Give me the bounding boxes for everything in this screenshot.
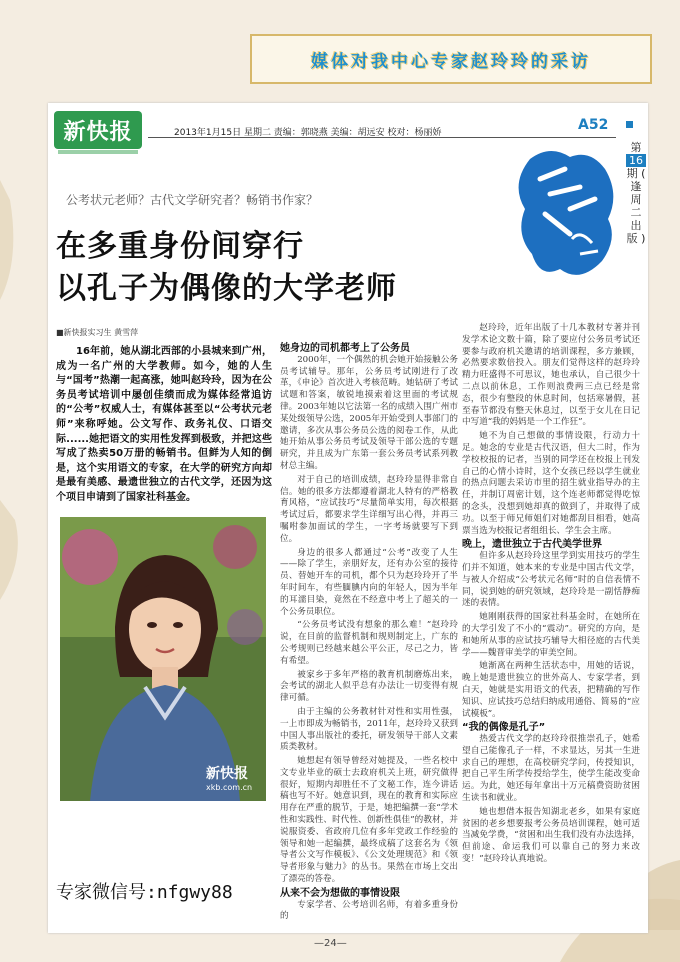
top-banner: [250, 34, 652, 84]
paragraph: 对于自己的培训成绩，赵玲玲显得非常自信。她的很多方法都遵着湖北人特有的严格教育风格，“应试技巧”尽量简单实用，每次根据考试过后，都要求学生详细写出心得，并再三嘱咐参加面试的学生，一字考场就要写下到位。: [280, 474, 458, 544]
newspaper-page: [48, 103, 648, 933]
headline-line1: 在多重身份间穿行: [56, 229, 304, 264]
subheading-3: 晚上，遗世独立于古代美学世界: [462, 539, 602, 551]
paragraph: 专家学者、公考培训名师，有着多重身份的: [280, 899, 458, 922]
paragraph: 身边的很多人都通过“公考”改变了人生——除了学生，亲朋好友，还有办公室的接待员、替她开车的司机，都个只为赵玲玲开了半年时间车，有些腼腆内向的年轻人，因为半年的耳濡目染，竟然在不经意中考上了超关的一个公务员职位。: [280, 547, 458, 617]
paragraph: 她想起有领导曾经对她提及，一些名校中文专业毕业的硕士去政府机关上班，研究做得很好，短期内却胜任不了文秘工作，连今讲话稿也写不好。她意识到，现在的教育和实际应用存在严重的脱节，于是，她把编撰一套“学术性和实践性、时代性、创新性俱佳”的教材，并说服资委、省政府几位有多年党政工作经验的领导和她一起编撰，最终成稿了这套名为《领导者公文写作模板》、《公文处理规范》和《领导者形象与魅力》的丛书。果然在市场上交出了漂亮的答卷。: [280, 756, 458, 885]
paragraph: 热爱古代文学的赵玲玲很推崇孔子，她希望自己能像孔子一样，不求显达，另其一生进求自己的理想，在高校研究学问，传授知识，把自己平生所学传授给学生，使学生能改变命运。为此，她还每年拿出十万元稿费资助贫困生读书和就业。: [462, 734, 640, 804]
photo-watermark: 新快报 xkb.com.cn: [206, 766, 253, 792]
header-info: 2013年1月15日 星期二 责编：郭晓燕 美编：胡远安 校对：杨丽娇: [174, 128, 442, 138]
page-number: A52: [578, 117, 609, 133]
paragraph: 她渐离在两种生活状态中，用她的话说，晚上她是遗世独立的世外高人、专家学者，到白天，她就是实用语文的代表，把精确的写作知识、应试技巧总结归纳成用通俗、简易的“应试模板”。: [462, 661, 640, 719]
banner-text: 媒体对我中心专家赵玲玲的采访: [311, 51, 591, 72]
column-3: [462, 323, 640, 868]
subheading-2: 从来不会为想做的事情设限: [280, 887, 400, 899]
column-2: [280, 343, 458, 925]
paragraph: 但许多从赵玲玲这里学到实用技巧的学生们并不知道，她本来的专业是中国古代文学，与被人介绍成“公考状元名师”时的自信表情不同，说到她的研究领域，赵玲玲是一副恬静痴迷的表情。: [462, 551, 640, 609]
masthead-underline: [58, 150, 138, 154]
paragraph: 由于主编的公务教材针对性和实用性强，一上市即成为畅销书，2011年，赵玲玲又获到中国人事出版社的委托，研发领导干部人文素质类教材。: [280, 706, 458, 753]
portrait-illustration: [60, 517, 266, 801]
paragraph: 被家乡于多年严格的教育机制磨炼出来，会考试的湖北人似乎总有办法让一切变得有规律可循。: [280, 669, 458, 704]
lead-paragraph: 16年前，她从湖北西部的小县城来到广州，成为一名广州的大学教师。如今，她的人生与“国考”热潮一起高涨，她叫赵玲玲，因为在公务员考试培训中屡创佳绩而成为媒体经常追访的“公考”权威人士，有媒体甚至以“公考状元老师”来称呼她。公文写作、政务礼仪、口语交际......她把语文的实用性发挥到极致，并把这些写成了热卖50万册的畅销书。但鲜为人知的倒是，这个实用语文的专家，在大学的研究方向却是最有美感、最遗世独立的古代文学，还因为这个项目申请到了国家社科基金。: [56, 346, 272, 503]
paragraph: 她刚刚获得的国家社科基金时，在她所在的大学引发了不小的“震动”。研究的方向，是和她所从事的应试技巧辅导大相径庭的古代美学——魏晋审美学的审美空间。: [462, 612, 640, 658]
subheading-1: 她身边的司机都考上了公务员: [280, 343, 410, 354]
byline: ■新快报实习生 黄雪萍: [56, 328, 139, 337]
paragraph: “公务员考试没有想象的那么难！”赵玲玲说，在目前的监督机制和规则制定上，广东的公考规则已经越来越公平公正，尽己之力，皆有希望。: [280, 620, 458, 666]
paragraph: 她也想借本报告知湖北老乡，如果有家庭贫困的老乡想要报考公务员培训课程，她可适当减免学费，“贫困和出生我们没有办法选择，但前途、命运我们可以靠自己的努力来改变！”赵玲玲认真地说。: [462, 806, 640, 865]
hubei-map-logo: [510, 139, 626, 289]
wechat-id: 专家微信号:nfgwy88: [56, 882, 233, 903]
subheading-4: “我的偶像是孔子”: [462, 722, 546, 734]
page-footer-number: —24—: [314, 938, 347, 949]
portrait-photo: [60, 517, 266, 801]
paragraph: 2000年，一个偶然的机会她开始接触公务员考试辅导。那年，公务员考试刚进行了改革，《申论》首次进入考核范畴。她钻研了考试试题和答案，敏锐地摸索着这里面的考试规律。2003年她以它法第一名的成绩入围广州市某处级领导公选，2005年开始受到人事部门的邀请，多次从事公务员公选的阅卷工作，从此她开始从事公务员考试及领导干部公选的专题研究，并且成为广东第一套公务员考试系列教材总主编。: [280, 354, 458, 471]
page-number-square: [626, 121, 633, 128]
masthead-logo: 新快报: [54, 111, 142, 149]
paragraph: 她不为自己想做的事情设限，行动力十足。她念的专业是古代汉语，但大二时，作为学校校报的记者，当别的同学还在校报上刊发自己的心情小诗时，这个女孩已经以学生就业的热点问题去采访市里的招生就业指导办的主任，并制订周密计划，这个连老师都觉得吃惊的念头，没想到她却真的做到了，并取得了成功。以至于师兄师姐们对她都刮目相看，她高票当选为校报记者组组长、学生会主席。: [462, 431, 640, 536]
paragraph: 赵玲玲，近年出版了十几本教材专著并刊发学术论文数十篇，除了要应付公务员考试还要参与政府机关邀请的培训课程，多方兼顾，必然要求数倍投入。朋友们觉得这样的赵玲玲精力旺盛得不可思议，她也承认，自己很少十二点以前休息，工作则浪费两三点已经是常态，很少有整段的休息时间，包括寒暑假，甚至春节都没有整天休息过，以至于女儿在日记中写道“我的妈妈是一个工作狂”。: [462, 323, 640, 428]
headline-line2: 以孔子为偶像的大学老师: [56, 271, 397, 306]
article-kicker: 公考状元老师？古代文学研究者？畅销书作家？: [66, 193, 319, 207]
issue-vertical-label: 第 16 期 ( 逢 周 二 出 版 ): [626, 141, 646, 245]
